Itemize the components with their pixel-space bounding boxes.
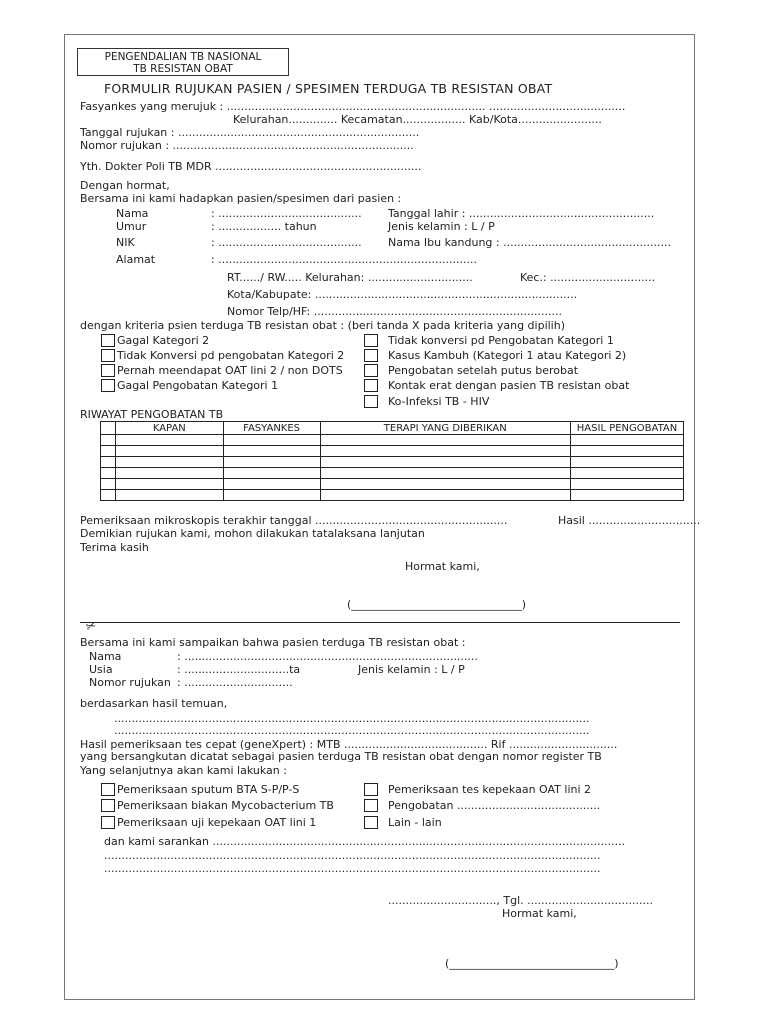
greeting: Dengan hormat, <box>80 179 170 192</box>
action-checkbox[interactable] <box>364 783 378 796</box>
table-cell[interactable] <box>115 446 223 457</box>
berdasarkan-text: berdasarkan hasil temuan, <box>80 697 228 710</box>
hormat-kami-text: Hormat kami, <box>405 560 480 573</box>
criteria-checkbox[interactable] <box>364 364 378 377</box>
table-cell[interactable] <box>115 457 223 468</box>
nomor-rujukan-field[interactable]: Nomor rujukan : ..................................................................... <box>80 139 414 152</box>
criteria-label: Tidak konversi pd Pengobatan Kategori 1 <box>388 334 614 347</box>
table-cell[interactable] <box>320 479 571 490</box>
table-cell[interactable] <box>223 446 320 457</box>
kota-field[interactable]: Kota/Kabupate: ........................................................................... <box>227 288 578 301</box>
history-table <box>100 421 684 501</box>
next-steps-text: Yang selanjutnya akan kami lakukan : <box>80 764 287 777</box>
action-checkbox[interactable] <box>101 816 115 829</box>
table-cell[interactable] <box>571 446 684 457</box>
criteria-checkbox[interactable] <box>101 379 115 392</box>
history-col-kapan: KAPAN <box>115 422 223 435</box>
form-title: FORMULIR RUJUKAN PASIEN / SPESIMEN TERDUGA TB RESISTAN OBAT <box>104 81 553 96</box>
program-header-line2: TB RESISTAN OBAT <box>133 63 233 75</box>
action-label: Pemeriksaan biakan Mycobacterium TB <box>117 799 334 812</box>
terima-kasih-text: Terima kasih <box>80 541 149 554</box>
criteria-checkbox[interactable] <box>364 349 378 362</box>
criteria-checkbox[interactable] <box>101 349 115 362</box>
reply-usia-label: Usia <box>89 663 113 676</box>
reply-nomor-label: Nomor rujukan <box>89 676 171 689</box>
action-checkbox[interactable] <box>101 783 115 796</box>
history-header-row <box>101 422 684 435</box>
criteria-label: Gagal Kategori 2 <box>117 334 210 347</box>
location-fields[interactable]: Kelurahan.............. Kecamatan.................. Kab/Kota........................ <box>233 113 602 126</box>
saran-line-3[interactable]: .............................................................................................................................................. <box>104 862 601 875</box>
table-row <box>101 446 684 457</box>
history-col-terapi: TERAPI YANG DIBERIKAN <box>320 422 571 435</box>
reply-nama-field[interactable]: : .................................................................................... <box>177 650 478 663</box>
yth-field[interactable]: Yth. Dokter Poli TB MDR ........................................................... <box>80 160 422 173</box>
criteria-checkbox[interactable] <box>364 395 378 408</box>
reply-intro: Bersama ini kami sampaikan bahwa pasien terduga TB resistan obat : <box>80 636 466 649</box>
table-cell[interactable] <box>223 490 320 501</box>
table-cell[interactable] <box>115 479 223 490</box>
table-cell[interactable] <box>223 479 320 490</box>
table-cell[interactable] <box>571 457 684 468</box>
alamat-field[interactable]: : .......................................................................... <box>211 253 477 266</box>
table-cell[interactable] <box>115 468 223 479</box>
criteria-label: Kasus Kambuh (Kategori 1 atau Kategori 2) <box>388 349 627 362</box>
telp-field[interactable]: Nomor Telp/HF: ....................................................................... <box>227 305 562 318</box>
table-row <box>101 490 684 501</box>
table-cell[interactable] <box>320 446 571 457</box>
program-header-line1: PENGENDALIAN TB NASIONAL <box>104 51 262 63</box>
table-cell[interactable] <box>571 490 684 501</box>
table-cell[interactable] <box>320 435 571 446</box>
kecamatan-field[interactable]: Kec.: .............................. <box>520 271 656 284</box>
criteria-label: Ko-Infeksi TB - HIV <box>388 395 490 408</box>
reply-nomor-field[interactable]: : ............................... <box>177 676 293 689</box>
signature-line[interactable]: (_______________________________) <box>347 598 527 611</box>
table-row <box>101 457 684 468</box>
nik-label: NIK <box>116 236 135 249</box>
umur-label: Umur <box>116 220 147 233</box>
mikroskopis-field[interactable]: Pemeriksaan mikroskopis terakhir tanggal ....................................................... <box>80 514 508 527</box>
criteria-checkbox[interactable] <box>364 334 378 347</box>
table-row <box>101 479 684 490</box>
place-date-field[interactable]: ..............................., Tgl. .................................... <box>388 894 654 907</box>
temuan-line-2[interactable]: ........................................................................................................................................ <box>114 724 590 737</box>
table-cell[interactable] <box>115 435 223 446</box>
genexpert-field[interactable]: Hasil pemeriksaan tes cepat (geneXpert) : MTB ......................................... Rif ............................... <box>80 738 618 751</box>
hasil-field[interactable]: Hasil ................................ <box>558 514 701 527</box>
jenis-kelamin-field[interactable]: Jenis kelamin : L / P <box>388 220 495 233</box>
criteria-label: Tidak Konversi pd pengobatan Kategori 2 <box>117 349 345 362</box>
umur-field[interactable]: : .................. tahun <box>211 220 317 233</box>
nama-ibu-field[interactable]: Nama Ibu kandung : ................................................ <box>388 236 671 249</box>
nama-field[interactable]: : ......................................... <box>211 207 362 220</box>
scissors-icon: ✂ <box>83 617 99 635</box>
demikian-text: Demikian rujukan kami, mohon dilakukan tatalaksana lanjutan <box>80 527 425 540</box>
criteria-checkbox[interactable] <box>101 334 115 347</box>
intro-text: Bersama ini kami hadapkan pasien/spesimen dari pasien : <box>80 192 402 205</box>
criteria-checkbox[interactable] <box>364 379 378 392</box>
saran-field[interactable]: dan kami sarankan ...................................................................................................................... <box>104 835 626 848</box>
reply-jenis-kelamin-field[interactable]: Jenis kelamin : L / P <box>358 663 465 676</box>
criteria-label: Pernah meendapat OAT lini 2 / non DOTS <box>117 364 343 377</box>
criteria-label: Gagal Pengobatan Kategori 1 <box>117 379 279 392</box>
table-cell[interactable] <box>223 468 320 479</box>
criteria-label: Pengobatan setelah putus berobat <box>388 364 579 377</box>
rt-rw-field[interactable]: RT....../ RW..... Kelurahan: .............................. <box>227 271 473 284</box>
table-cell[interactable] <box>320 468 571 479</box>
reply-signature-line[interactable]: (______________________________) <box>445 957 619 970</box>
reply-usia-field[interactable]: : ..............................ta <box>177 663 301 676</box>
table-row <box>101 468 684 479</box>
action-label: Pemeriksaan sputum BTA S-P/P-S <box>117 783 300 796</box>
table-cell[interactable] <box>571 468 684 479</box>
table-cell[interactable] <box>571 479 684 490</box>
reply-hormat-kami-text: Hormat kami, <box>502 907 577 920</box>
pengobatan-field[interactable]: Pengobatan ......................................... <box>388 799 601 812</box>
action-checkbox[interactable] <box>364 816 378 829</box>
temuan-line-1[interactable]: ........................................................................................................................................ <box>114 712 590 725</box>
tanggal-lahir-field[interactable]: Tanggal lahir : ..................................................... <box>388 207 655 220</box>
tanggal-rujukan-field[interactable]: Tanggal rujukan : ..................................................................... <box>80 126 420 139</box>
table-cell[interactable] <box>115 490 223 501</box>
action-label: Pemeriksaan uji kepekaan OAT lini 1 <box>117 816 317 829</box>
table-cell[interactable] <box>223 457 320 468</box>
saran-line-2[interactable]: .............................................................................................................................................. <box>104 849 601 862</box>
cut-line <box>80 622 680 623</box>
table-cell[interactable] <box>571 435 684 446</box>
history-col-blank <box>101 422 116 435</box>
history-col-hasil: HASIL PENGOBATAN <box>571 422 684 435</box>
nik-field[interactable]: : ......................................... <box>211 236 362 249</box>
table-cell[interactable] <box>320 457 571 468</box>
history-title: RIWAYAT PENGOBATAN TB <box>80 408 224 421</box>
table-row <box>101 435 684 446</box>
action-checkbox[interactable] <box>101 799 115 812</box>
table-cell[interactable] <box>320 490 571 501</box>
reply-nama-label: Nama <box>89 650 122 663</box>
table-cell[interactable] <box>223 435 320 446</box>
criteria-intro: dengan kriteria psien terduga TB resistan obat : (beri tanda X pada kriteria yang dipilih) <box>80 319 565 332</box>
program-header-box <box>77 48 289 76</box>
criteria-label: Kontak erat dengan pasien TB resistan obat <box>388 379 630 392</box>
history-col-fasyankes: FASYANKES <box>223 422 320 435</box>
fasyankes-field[interactable]: Fasyankes yang merujuk : .......................................................................... ....................................... <box>80 100 626 113</box>
nama-label: Nama <box>116 207 149 220</box>
action-checkbox[interactable] <box>364 799 378 812</box>
criteria-checkbox[interactable] <box>101 364 115 377</box>
alamat-label: Alamat <box>116 253 156 266</box>
action-label: Lain - lain <box>388 816 442 829</box>
action-label: Pemeriksaan tes kepekaan OAT lini 2 <box>388 783 592 796</box>
register-text: yang bersangkutan dicatat sebagai pasien terduga TB resistan obat dengan nomor register TB <box>80 750 602 763</box>
